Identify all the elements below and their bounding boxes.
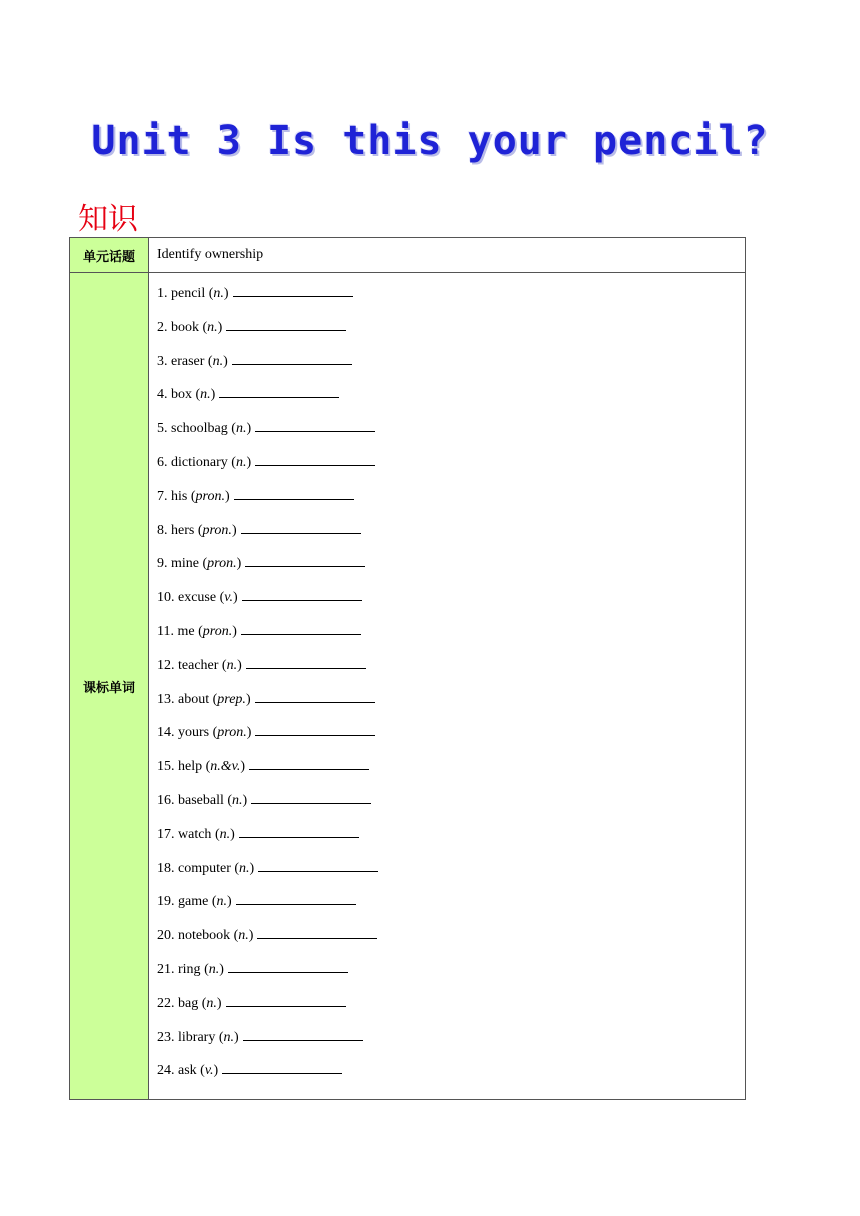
- vocab-item-number: 14.: [157, 725, 175, 741]
- vocab-item: 17. watch (n.): [157, 823, 745, 857]
- vocab-item-word: game: [178, 894, 209, 910]
- vocab-item-word: ask: [178, 1063, 197, 1079]
- vocab-item-number: 20.: [157, 928, 175, 944]
- vocab-item: 5. schoolbag (n.): [157, 417, 745, 451]
- vocab-item-pos: n.: [219, 826, 231, 842]
- vocab-list: [149, 273, 746, 1100]
- vocab-item-number: 11.: [157, 623, 174, 639]
- vocab-item-number: 15.: [157, 759, 175, 775]
- vocab-item-number: 7.: [157, 488, 168, 504]
- vocab-item-number: 10.: [157, 590, 175, 606]
- answer-blank: [239, 823, 359, 838]
- vocab-item-word: library: [178, 1029, 216, 1045]
- vocab-item-number: 21.: [157, 961, 175, 977]
- vocab-item-word: help: [178, 759, 203, 775]
- answer-blank: [245, 552, 365, 567]
- vocab-item: 23. library (n.): [157, 1026, 745, 1060]
- vocab-item-word: hers: [171, 522, 195, 538]
- vocab-item: 9. mine (pron.): [157, 552, 745, 586]
- vocab-item-word: eraser: [171, 353, 205, 369]
- vocab-item-number: 23.: [157, 1029, 175, 1045]
- vocab-item: 7. his (pron.): [157, 485, 745, 519]
- vocab-item: 14. yours (pron.): [157, 721, 745, 755]
- topic-label: 单元话题: [70, 238, 149, 273]
- answer-blank: [222, 1059, 342, 1074]
- vocab-item-pos: n.: [226, 657, 238, 673]
- answer-blank: [243, 1026, 363, 1041]
- vocab-item: 15. help (n.&v.): [157, 755, 745, 789]
- vocab-item-pos: pron.: [217, 725, 247, 741]
- vocab-item-number: 17.: [157, 826, 175, 842]
- vocab-item-word: book: [171, 319, 199, 335]
- answer-blank: [233, 282, 353, 297]
- section-heading: 知识: [78, 202, 138, 237]
- vocab-item-number: 1.: [157, 286, 168, 301]
- vocab-item-word: baseball: [178, 792, 224, 808]
- answer-blank: [234, 485, 354, 500]
- vocab-item-pos: n.: [223, 1029, 234, 1045]
- vocab-item-word: yours: [178, 725, 210, 741]
- answer-blank: [236, 890, 356, 905]
- vocab-item-pos: n.: [238, 928, 249, 944]
- vocab-item-pos: n.: [208, 961, 220, 977]
- answer-blank: [255, 451, 375, 466]
- vocab-item-number: 16.: [157, 792, 175, 808]
- answer-blank: [255, 417, 375, 432]
- answer-blank: [226, 316, 346, 331]
- answer-blank: [219, 383, 339, 398]
- vocab-item-pos: prep.: [217, 691, 246, 707]
- vocab-item-number: 13.: [157, 691, 175, 707]
- vocab-item: 24. ask (v.): [157, 1059, 745, 1093]
- vocab-item-number: 3.: [157, 353, 168, 369]
- table-row-topic: [70, 238, 746, 273]
- vocab-item-pos: n.&v.: [210, 759, 241, 775]
- vocab-item: 19. game (n.): [157, 890, 745, 924]
- vocab-item-word: teacher: [178, 657, 219, 673]
- vocab-item: 2. book (n.): [157, 316, 745, 350]
- vocab-item-pos: n.: [216, 894, 227, 910]
- vocab-item-pos: n.: [232, 792, 243, 808]
- vocab-item-pos: n.: [200, 387, 211, 403]
- vocab-item-number: 24.: [157, 1063, 175, 1079]
- vocab-item: 10. excuse (v.): [157, 586, 745, 620]
- vocab-item: 1. pencil (n.): [157, 282, 745, 316]
- vocab-item-pos: n.: [206, 995, 217, 1011]
- vocab-item-pos: n.: [213, 286, 224, 301]
- vocab-item: 11. me (pron.): [157, 620, 745, 654]
- answer-blank: [241, 519, 361, 534]
- vocab-item-pos: v.: [224, 590, 233, 606]
- vocab-item-pos: n.: [207, 319, 218, 335]
- knowledge-table: [69, 237, 746, 1100]
- vocab-item: 4. box (n.): [157, 383, 745, 417]
- topic-value: Identify ownership: [149, 238, 746, 273]
- vocab-item-word: about: [178, 691, 210, 707]
- answer-blank: [232, 350, 352, 365]
- vocab-item-word: mine: [171, 556, 199, 572]
- vocab-item-number: 18.: [157, 860, 175, 876]
- vocab-item-word: pencil: [171, 286, 206, 301]
- vocab-item-word: computer: [178, 860, 231, 876]
- vocab-item: 8. hers (pron.): [157, 519, 745, 553]
- answer-blank: [255, 721, 375, 736]
- answer-blank: [257, 924, 377, 939]
- vocab-item-pos: pron.: [202, 623, 233, 639]
- vocab-item-word: me: [177, 623, 195, 639]
- vocab-item-number: 6.: [157, 454, 168, 470]
- table-row-vocab: [70, 273, 746, 1100]
- answer-blank: [226, 992, 346, 1007]
- vocab-item-number: 5.: [157, 421, 168, 437]
- vocab-item-pos: pron.: [195, 488, 225, 504]
- vocab-item-number: 2.: [157, 319, 168, 335]
- vocab-item-word: his: [171, 488, 188, 504]
- vocab-item-pos: pron.: [207, 556, 237, 572]
- vocab-item: 3. eraser (n.): [157, 350, 745, 384]
- vocab-item-number: 4.: [157, 387, 168, 403]
- answer-blank: [258, 857, 378, 872]
- vocab-item-pos: pron.: [202, 522, 232, 538]
- vocab-item-word: excuse: [178, 590, 217, 606]
- vocab-item-word: watch: [178, 826, 212, 842]
- vocab-item-number: 9.: [157, 556, 168, 572]
- vocab-item: 12. teacher (n.): [157, 654, 745, 688]
- answer-blank: [249, 755, 369, 770]
- vocab-item-pos: v.: [204, 1063, 214, 1079]
- vocab-item-number: 19.: [157, 894, 175, 910]
- vocab-item-number: 8.: [157, 522, 168, 538]
- vocab-item-pos: n.: [212, 353, 224, 369]
- vocab-item: 6. dictionary (n.): [157, 451, 745, 485]
- vocab-item-pos: n.: [235, 421, 247, 437]
- vocab-item: 22. bag (n.): [157, 992, 745, 1026]
- answer-blank: [255, 688, 375, 703]
- vocab-item-word: schoolbag: [171, 421, 228, 437]
- vocab-item: 13. about (prep.): [157, 688, 745, 722]
- vocab-label: 课标单词: [70, 273, 149, 1100]
- vocab-item-number: 12.: [157, 657, 175, 673]
- vocab-item: 16. baseball (n.): [157, 789, 745, 823]
- vocab-item-word: bag: [178, 995, 199, 1011]
- vocab-item: 18. computer (n.): [157, 857, 745, 891]
- vocab-item-pos: n.: [239, 860, 250, 876]
- answer-blank: [246, 654, 366, 669]
- vocab-item-word: dictionary: [171, 454, 228, 470]
- answer-blank: [241, 620, 361, 635]
- vocab-item: 20. notebook (n.): [157, 924, 745, 958]
- vocab-item-pos: n.: [235, 454, 247, 470]
- answer-blank: [242, 586, 362, 601]
- vocab-item-word: notebook: [178, 928, 231, 944]
- answer-blank: [228, 958, 348, 973]
- vocab-item-number: 22.: [157, 995, 175, 1011]
- vocab-item-word: box: [171, 387, 192, 403]
- vocab-item: 21. ring (n.): [157, 958, 745, 992]
- answer-blank: [251, 789, 371, 804]
- vocab-item-word: ring: [178, 961, 201, 977]
- page-title: Unit 3 Is this your pencil?: [91, 118, 769, 164]
